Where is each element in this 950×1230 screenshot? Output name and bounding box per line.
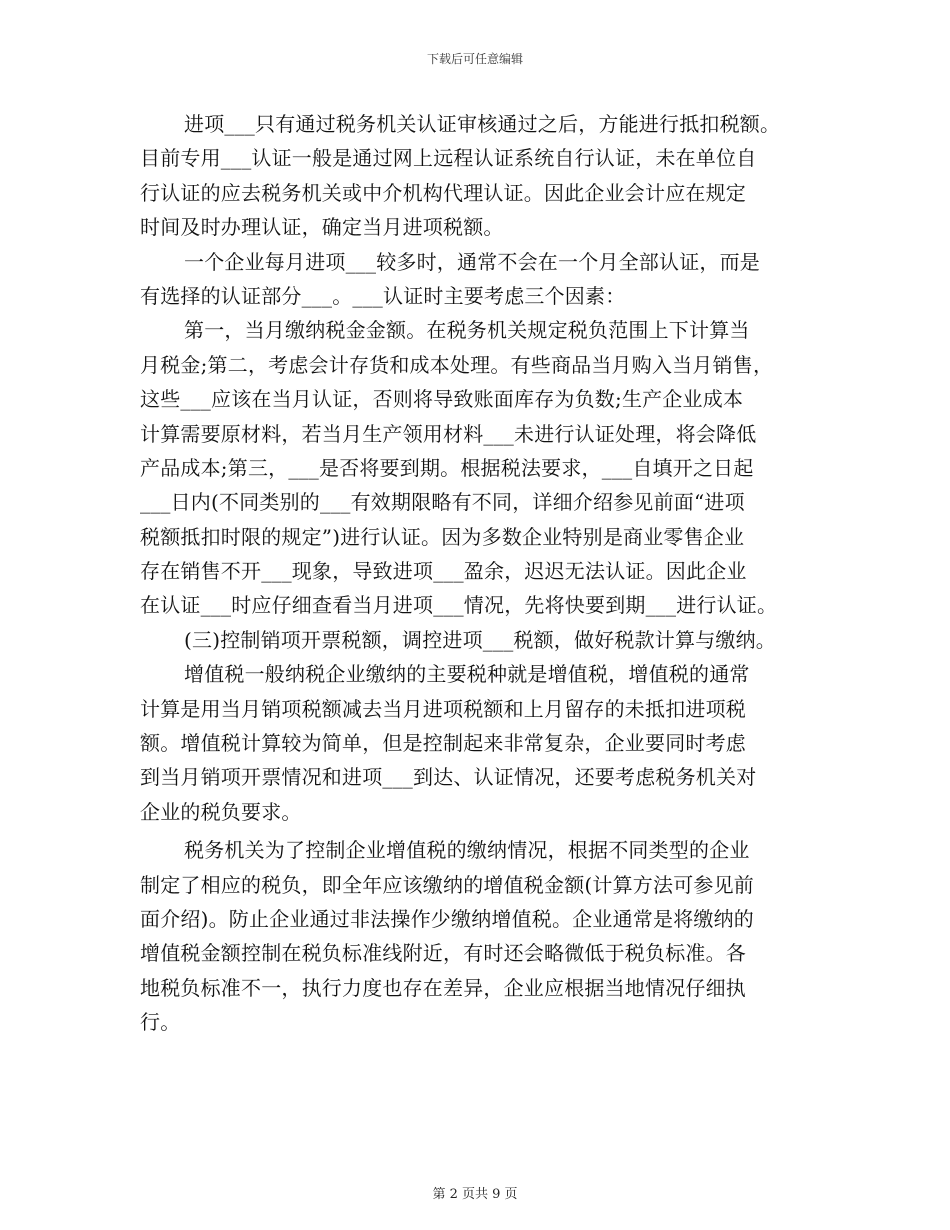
text-line: 制定了相应的税负，即全年应该缴纳的增值税金额(计算方法可参见前 bbox=[140, 872, 755, 897]
text-line: 进项___只有通过税务机关认证审核通过之后，方能进行抵扣税额。 bbox=[184, 112, 781, 136]
text-line: 额。增值税计算较为简单，但是控制起来非常复杂，企业要同时考虑 bbox=[140, 731, 746, 756]
text-line: 增值税金额控制在税负标准线附近，有时还会略微低于税负标准。各 bbox=[140, 941, 746, 966]
text-line: 税额抵扣时限的规定”)进行认证。因为多数企业特别是商业零售企业 bbox=[140, 524, 745, 549]
paragraph bbox=[140, 313, 830, 623]
text-line: 产品成本;第三，___是否将要到期。根据税法要求，___自填开之日起 bbox=[140, 455, 754, 480]
text-line: 到当月销项开票情况和进项___到达、认证情况，还要考虑税务机关对 bbox=[140, 765, 757, 790]
text-line: 存在销售不开___现象，导致进项___盈余，迟迟无法认证。因此企业 bbox=[140, 559, 747, 584]
page-number: 第 2 页共 9 页 bbox=[432, 1187, 518, 1202]
text-line: 行。 bbox=[140, 1010, 181, 1035]
text-line: 计算是用当月销项税额减去当月进项税额和上月留存的未抵扣进项税 bbox=[140, 696, 746, 721]
paragraph bbox=[140, 245, 830, 314]
paragraph bbox=[140, 833, 830, 1039]
paragraph bbox=[140, 107, 830, 245]
text-line: 计算需要原材料，若当月生产领用材料___未进行认证处理，将会降低 bbox=[140, 421, 757, 446]
page-header: 下载后可任意编辑 bbox=[426, 52, 523, 66]
text-line: ___日内(不同类别的___有效期限略有不同，详细介绍参见前面“进项 bbox=[140, 490, 745, 515]
text-line: 一个企业每月进项___较多时，通常不会在一个月全部认证，而是 bbox=[184, 249, 760, 274]
paragraph bbox=[140, 657, 830, 829]
text-line: 月税金;第二，考虑会计存货和成本处理。有些商品当月购入当月销售， bbox=[140, 352, 774, 377]
text-line: 第一，当月缴纳税金金额。在税务机关规定税负范围上下计算当 bbox=[184, 318, 750, 343]
text-line: 目前专用___认证一般是通过网上远程认证系统自行认证，未在单位自 bbox=[140, 146, 757, 171]
text-line: 企业的税负要求。 bbox=[140, 799, 302, 824]
document-body bbox=[140, 107, 830, 1040]
text-line: 行认证的应去税务机关或中介机构代理认证。因此企业会计应在规定 bbox=[140, 180, 746, 205]
text-line: 有选择的认证部分___。___认证时主要考虑三个因素： bbox=[140, 283, 626, 308]
text-line: 在认证___时应仔细查看当月进项___情况，先将快要到期___进行认证。 bbox=[140, 593, 778, 618]
text-line: 这些___应该在当月认证，否则将导致账面库存为负数;生产企业成本 bbox=[140, 387, 744, 412]
text-line: 时间及时办理认证，确定当月进项税额。 bbox=[140, 215, 504, 240]
paragraph bbox=[140, 623, 830, 657]
text-line: 面介绍)。防止企业通过非法操作少缴纳增值税。企业通常是将缴纳的 bbox=[140, 906, 755, 931]
text-line: 税务机关为了控制企业增值税的缴纳情况，根据不同类型的企业 bbox=[184, 838, 750, 863]
text-line: 地税负标准不一，执行力度也存在差异，企业应根据当地情况仔细执 bbox=[140, 975, 746, 1000]
text-line: 增值税一般纳税企业缴纳的主要税种就是增值税，增值税的通常 bbox=[184, 662, 750, 687]
section-heading: (三)控制销项开票税额，调控进项___税额，做好税款计算与缴纳。 bbox=[184, 627, 777, 652]
